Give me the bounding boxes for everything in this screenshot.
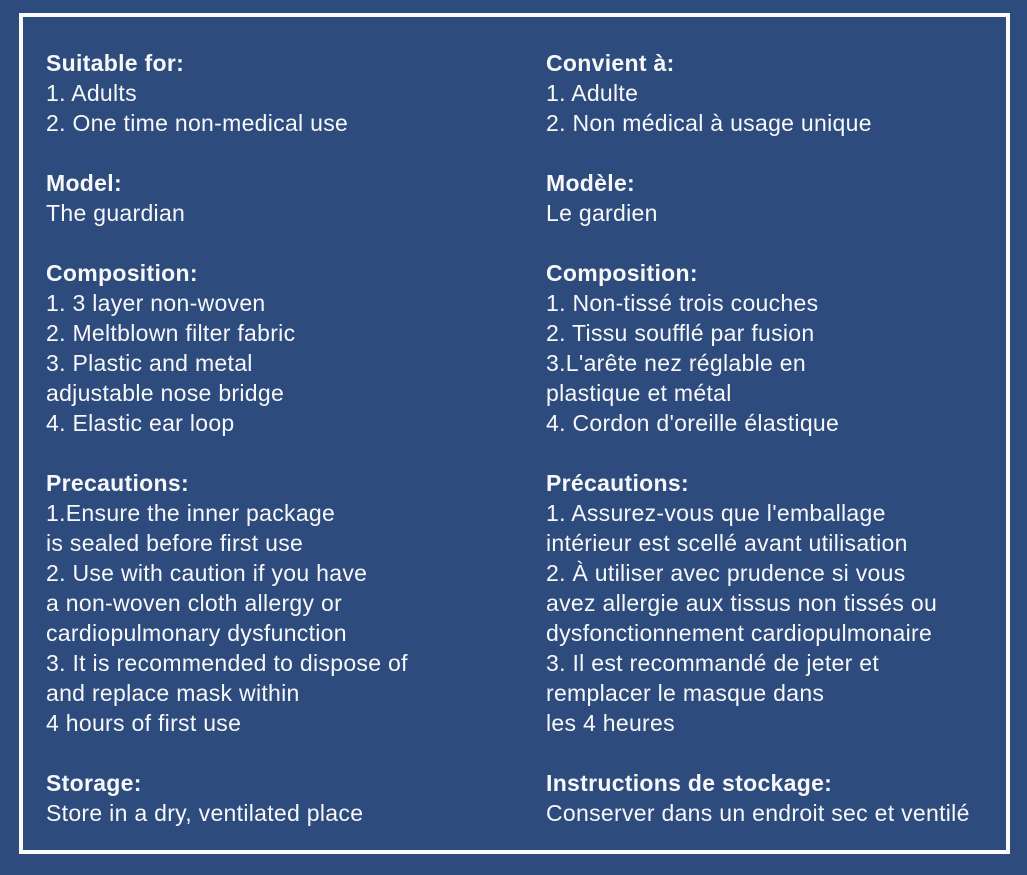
text-line: 2. À utiliser avec prudence si vous <box>546 560 906 586</box>
text-line: adjustable nose bridge <box>46 380 285 406</box>
text-line: 1. Adulte <box>546 80 639 106</box>
text-line: 3.L'arête nez réglable en <box>546 350 806 376</box>
text-line: 3. Plastic and metal <box>46 350 253 376</box>
section-heading: Suitable for: <box>46 50 185 76</box>
text-line: remplacer le masque dans <box>546 680 825 706</box>
text-line: Le gardien <box>546 200 658 226</box>
text-line: 2. Meltblown filter fabric <box>46 320 296 346</box>
text-line: dysfonctionnement cardiopulmonaire <box>546 620 933 646</box>
text-line: les 4 heures <box>546 710 675 736</box>
text-line: 4 hours of first use <box>46 710 242 736</box>
section-heading: Storage: <box>46 770 142 796</box>
section-heading: Composition: <box>46 260 198 286</box>
text-line: and replace mask within <box>46 680 300 706</box>
text-line: 2. Use with caution if you have <box>46 560 368 586</box>
section-heading: Modèle: <box>546 170 635 196</box>
text-line: 2. Non médical à usage unique <box>546 110 872 136</box>
section-instructions-stockage <box>546 768 1018 828</box>
section-modele <box>546 168 1018 228</box>
french-column <box>546 48 1018 828</box>
text-line: 1. 3 layer non-woven <box>46 290 266 316</box>
text-line: 1. Assurez-vous que l'emballage <box>546 500 886 526</box>
section-storage <box>46 768 518 828</box>
text-line: 4. Elastic ear loop <box>46 410 235 436</box>
section-model <box>46 168 518 228</box>
text-line: 1. Non-tissé trois couches <box>546 290 819 316</box>
text-line: 4. Cordon d'oreille élastique <box>546 410 840 436</box>
section-heading: Precautions: <box>46 470 189 496</box>
text-line: Store in a dry, ventilated place <box>46 800 364 826</box>
text-line: 3. Il est recommandé de jeter et <box>546 650 880 676</box>
section-precautions <box>46 468 518 738</box>
section-composition <box>46 258 518 438</box>
section-composition-fr <box>546 258 1018 438</box>
text-line: 2. One time non-medical use <box>46 110 349 136</box>
section-heading: Précautions: <box>546 470 689 496</box>
text-line: 3. It is recommended to dispose of <box>46 650 408 676</box>
text-line: avez allergie aux tissus non tissés ou <box>546 590 938 616</box>
text-line: The guardian <box>46 200 186 226</box>
text-line: 2. Tissu soufflé par fusion <box>546 320 815 346</box>
section-heading: Instructions de stockage: <box>546 770 833 796</box>
text-line: 1. Adults <box>46 80 137 106</box>
section-convient-a <box>546 48 1018 138</box>
text-line: plastique et métal <box>546 380 732 406</box>
text-line: a non-woven cloth allergy or <box>46 590 343 616</box>
text-line: intérieur est scellé avant utilisation <box>546 530 908 556</box>
section-heading: Model: <box>46 170 122 196</box>
english-column <box>46 48 518 828</box>
text-line: is sealed before first use <box>46 530 304 556</box>
text-line: 1.Ensure the inner package <box>46 500 336 526</box>
section-heading: Composition: <box>546 260 698 286</box>
text-line: Conserver dans un endroit sec et ventilé <box>546 800 970 826</box>
section-heading: Convient à: <box>546 50 675 76</box>
section-suitable-for <box>46 48 518 138</box>
text-line: cardiopulmonary dysfunction <box>46 620 347 646</box>
section-precautions-fr <box>546 468 1018 738</box>
